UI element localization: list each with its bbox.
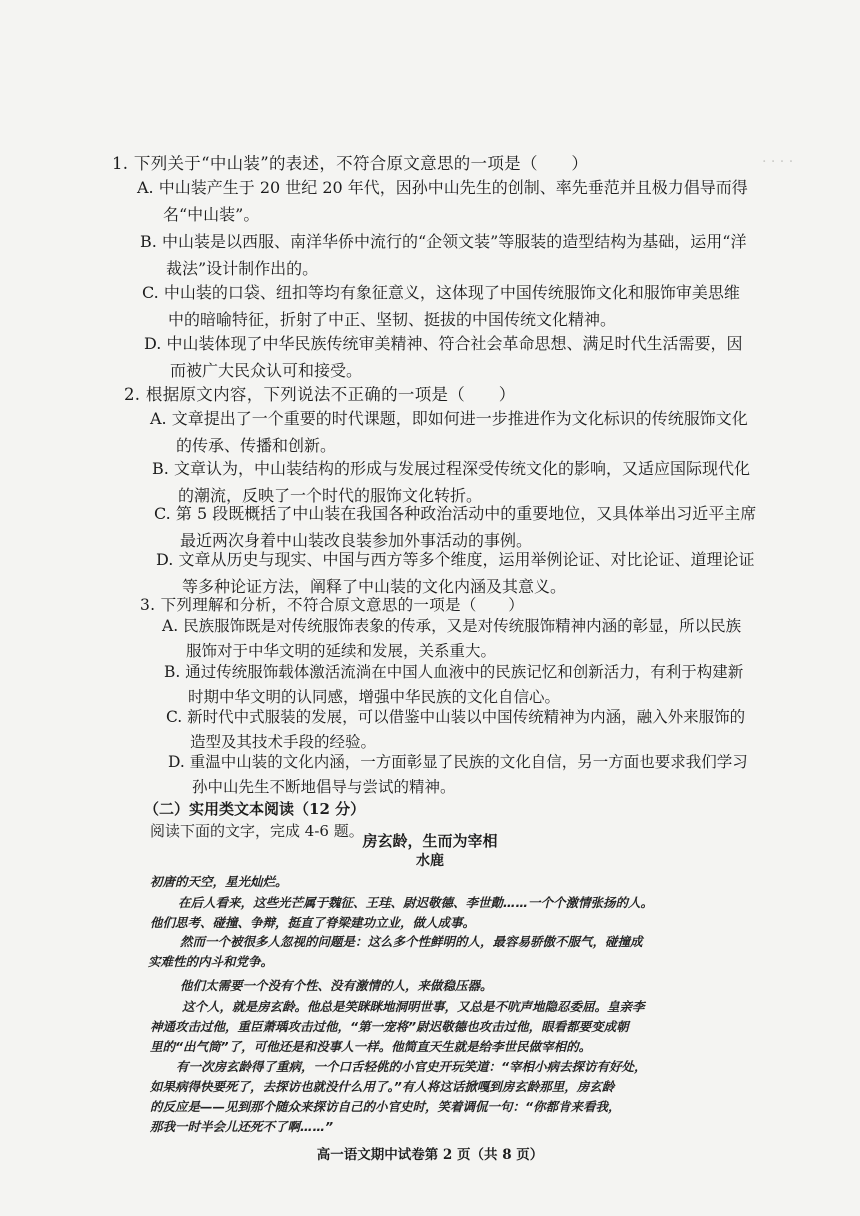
option-text-continued: 中的暗喻特征，折射了中正、坚韧、挺拔的中国传统文化精神。 — [168, 310, 617, 329]
option-text: 第 5 段既概括了中山装在我国各种政治活动中的重要地位，又具体举出习近平主席 — [175, 504, 757, 523]
question-text: 下列理解和分析，不符合原文意思的一项是（ ） — [160, 596, 525, 614]
article-line: 初唐的天空，星光灿烂。 — [150, 874, 288, 889]
question-number: 3. — [140, 596, 156, 614]
question-3-option-b — [164, 660, 743, 710]
question-3-option-d — [168, 750, 748, 800]
option-text: 文章提出了一个重要的时代课题，即如何进一步推进作为文化标识的传统服饰文化 — [171, 409, 748, 428]
option-label: B. — [140, 232, 157, 251]
question-1-option-c — [142, 279, 740, 333]
article-line: 实难性的内斗和党争。 — [148, 954, 274, 969]
article-line: 在后人看来，这些光芒属于魏征、王珪、尉迟敬德、李世勣……一个个激情张扬的人。 — [178, 895, 654, 910]
option-text: 中山装的口袋、纽扣等均有象征意义，这体现了中国传统服饰文化和服饰审美思维 — [163, 283, 740, 302]
option-label: C. — [142, 283, 159, 302]
option-text-continued: 最近两次身着中山装改良装参加外事活动的事例。 — [180, 531, 533, 550]
option-label: B. — [152, 459, 169, 478]
question-2-option-a — [150, 405, 748, 459]
article-line: 他们太需要一个没有个性、没有激情的人，来做稳压器。 — [180, 978, 493, 993]
article-author: 水鹿 — [416, 853, 444, 869]
option-text: 中山装是以西服、南洋华侨中流行的“企领文装”等服装的造型结构为基础，运用“洋 — [161, 232, 747, 251]
article-line: 那我一时半会儿还死不了啊……” — [150, 1119, 334, 1134]
article-line: 这个人，就是房玄龄。他总是笑眯眯地洞明世事，又总是不吭声地隐忍委屈。皇亲李 — [182, 999, 645, 1014]
option-text: 文章从历史与现实、中国与西方等多个维度，运用举例论证、对比论证、道理论证 — [178, 550, 755, 569]
question-3-stem — [140, 593, 524, 615]
article-line: 里的“出气筒”了，可他还是和没事人一样。他简直天生就是给李世民做宰相的。 — [150, 1039, 592, 1054]
question-text: 根据原文内容，下列说法不正确的一项是（ ） — [145, 385, 516, 404]
option-label: A. — [150, 409, 167, 428]
option-text: 民族服饰既是对传统服饰表象的传承，又是对传统服饰精神内涵的彰显，所以民族 — [183, 617, 742, 635]
option-label: D. — [144, 334, 162, 353]
option-text: 中山装体现了中华民族传统审美精神、符合社会革命思想、满足时代生活需要，因 — [166, 334, 743, 353]
option-label: A. — [162, 617, 179, 635]
question-3-option-c — [166, 705, 745, 755]
option-label: C. — [166, 708, 183, 726]
option-label: D. — [156, 550, 174, 569]
question-1-stem — [112, 150, 588, 174]
option-text-continued: 名“中山装”。 — [163, 205, 260, 224]
option-text: 文章认为，中山装结构的形成与发展过程深受传统文化的影响，又适应国际现代化 — [173, 459, 750, 478]
option-label: A. — [137, 178, 154, 197]
option-text-continued: 的传承、传播和创新。 — [176, 436, 337, 455]
question-1-option-b — [140, 228, 746, 282]
section-instruction: 阅读下面的文字，完成 4-6 题。 — [150, 822, 364, 840]
option-text: 通过传统服饰载体激活流淌在中国人血液中的民族记忆和创新活力，有利于构建新 — [185, 663, 744, 681]
question-2-option-d — [156, 546, 754, 600]
option-text: 新时代中式服装的发展，可以借鉴中山装以中国传统精神为内涵，融入外来服饰的 — [187, 708, 746, 726]
article-line: 然而一个被很多人忽视的问题是：这么多个性鲜明的人，最容易骄傲不服气，碰撞成 — [180, 934, 643, 949]
option-text-continued: 孙中山先生不断地倡导与尝试的精神。 — [192, 778, 456, 796]
question-2-stem — [124, 381, 516, 405]
option-label: B. — [164, 663, 181, 681]
page-footer: 高一语文期中试卷第 2 页（共 8 页） — [316, 1147, 544, 1163]
option-text-continued: 服饰对于中华文明的延续和发展，关系重大。 — [186, 642, 497, 660]
option-label: C. — [154, 504, 171, 523]
question-1-option-d — [144, 330, 742, 384]
section-heading: （二）实用类文本阅读（12 分） — [144, 800, 366, 818]
option-text-continued: 的潮流，反映了一个时代的服饰文化转折。 — [178, 486, 483, 505]
option-text-continued: 时期中华文明的认同感，增强中华民族的文化自信心。 — [188, 688, 561, 706]
question-1-option-a — [137, 174, 748, 228]
question-text: 下列关于“中山装”的表述，不符合原文意思的一项是（ ） — [133, 154, 589, 173]
article-title: 房玄龄，生而为宰相 — [362, 832, 498, 850]
option-text: 中山装产生于 20 世纪 20 年代，因孙中山先生的创制、率先垂范并且极力倡导而得 — [158, 178, 748, 197]
option-text: 重温中山装的文化内涵，一方面彰显了民族的文化自信，另一方面也要求我们学习 — [189, 753, 748, 771]
article-line: 如果病得快要死了，去探访也就没什么用了。”有人将这话掀嘎到房玄龄那里，房玄龄 — [150, 1079, 615, 1094]
question-3-option-a — [162, 614, 741, 664]
bleed-through-text: . . . . — [762, 150, 794, 166]
article-line: 的反应是——见到那个随众来探访自己的小官史时，笑着调侃一句：“你都肯来看我， — [150, 1099, 621, 1114]
option-text-continued: 等多种论证方法，阐释了中山装的文化内涵及其意义。 — [182, 577, 567, 596]
question-number: 1. — [112, 154, 129, 173]
article-line: 他们思考、碰撞、争辩，挺直了脊梁建功立业，做人成事。 — [150, 915, 476, 930]
article-line: 神通攻击过他，重臣萧瑀攻击过他，“第一宠将”尉迟敬德也攻击过他，眼看都要变成朝 — [150, 1019, 629, 1034]
option-text-continued: 造型及其技术手段的经验。 — [190, 733, 377, 751]
option-text-continued: 裁法”设计制作出的。 — [166, 259, 319, 278]
option-label: D. — [168, 753, 185, 771]
article-line: 有一次房玄龄得了重病，一个口舌轻佻的小官史开玩笑道：“宰相小病去探访有好处， — [176, 1059, 647, 1074]
question-number: 2. — [124, 385, 141, 404]
option-text-continued: 而被广大民众认可和接受。 — [170, 361, 363, 380]
